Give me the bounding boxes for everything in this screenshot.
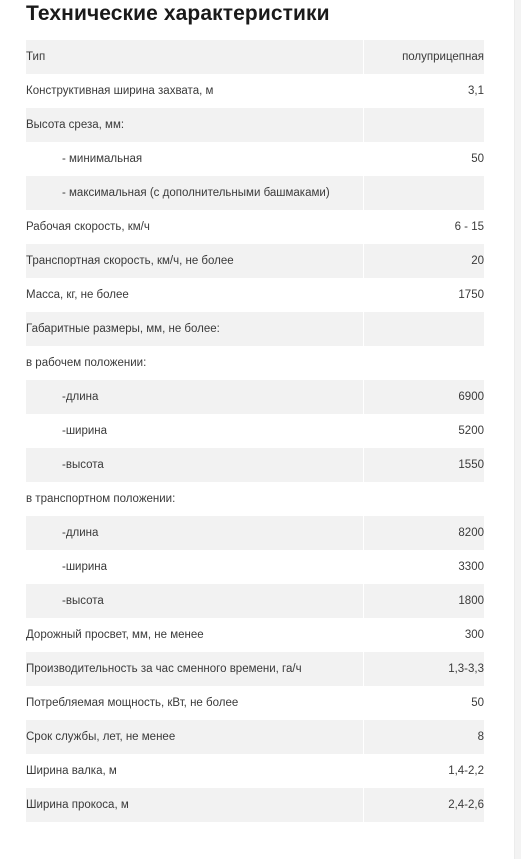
spec-label: Срок службы, лет, не менее [26,720,364,754]
spec-label: Потребляемая мощность, кВт, не более [26,697,239,709]
spec-value: 3,1 [364,74,485,108]
table-row [26,74,484,108]
table-row [26,210,484,244]
spec-value: 8 [364,720,485,754]
spec-value [364,108,485,142]
spec-label: - максимальная (с дополнительными башмаками) [26,176,364,210]
table-row [26,108,484,142]
spec-label: -ширина [62,425,108,437]
table-row [26,448,484,482]
table-row [26,652,484,686]
table-row [26,584,484,618]
spec-label: Рабочая скорость, км/ч [26,221,150,233]
table-row [26,686,484,720]
spec-label: Производительность за час сменного времени, га/ч [26,652,364,686]
spec-label: Конструктивная ширина захвата, м [26,85,214,97]
table-row [26,176,484,210]
spec-value: 1800 [364,584,485,618]
spec-label: Габаритные размеры, мм, не более: [26,312,364,346]
specs-table [26,40,484,822]
spec-value: 300 [364,618,485,652]
page-scrollbar[interactable] [514,0,521,859]
table-row [26,346,484,380]
spec-value [364,346,485,380]
spec-value: 8200 [364,516,485,550]
spec-value: 6900 [364,380,485,414]
table-row [26,618,484,652]
spec-value [364,176,485,210]
spec-value [364,312,485,346]
spec-value: 1750 [364,278,485,312]
spec-value: 1,3-3,3 [364,652,485,686]
spec-label: Транспортная скорость, км/ч, не более [26,244,364,278]
spec-value: 5200 [364,414,485,448]
table-row [26,142,484,176]
spec-value: 2,4-2,6 [364,788,485,822]
spec-value: 50 [364,142,485,176]
table-row [26,278,484,312]
spec-value: 3300 [364,550,485,584]
table-row [26,312,484,346]
table-row [26,40,484,74]
spec-label: - минимальная [62,153,143,165]
spec-label: Ширина прокоса, м [26,788,364,822]
table-row [26,516,484,550]
spec-label: -длина [26,380,364,414]
spec-label: Дорожный просвет, мм, не менее [26,629,204,641]
spec-value: 50 [364,686,485,720]
spec-value [364,482,485,516]
spec-label: в рабочем положении: [26,357,147,369]
table-row [26,550,484,584]
page-title: Технические характеристики [26,2,330,25]
spec-value: 6 - 15 [364,210,485,244]
table-row [26,788,484,822]
spec-value: 20 [364,244,485,278]
spec-label: -длина [26,516,364,550]
spec-label: -ширина [62,561,108,573]
table-row [26,244,484,278]
table-row [26,482,484,516]
spec-label: Масса, кг, не более [26,289,129,301]
spec-label: Тип [26,40,364,74]
table-row [26,720,484,754]
table-row [26,754,484,788]
spec-label: в транспортном положении: [26,493,176,505]
spec-label: -высота [26,584,364,618]
spec-value: 1550 [364,448,485,482]
spec-label: Ширина валка, м [26,765,117,777]
spec-value: полуприцепная [364,40,485,74]
spec-value: 1,4-2,2 [364,754,485,788]
table-row [26,414,484,448]
spec-label: -высота [26,448,364,482]
spec-label: Высота среза, мм: [26,108,364,142]
table-row [26,380,484,414]
specs-table-body [26,40,484,822]
